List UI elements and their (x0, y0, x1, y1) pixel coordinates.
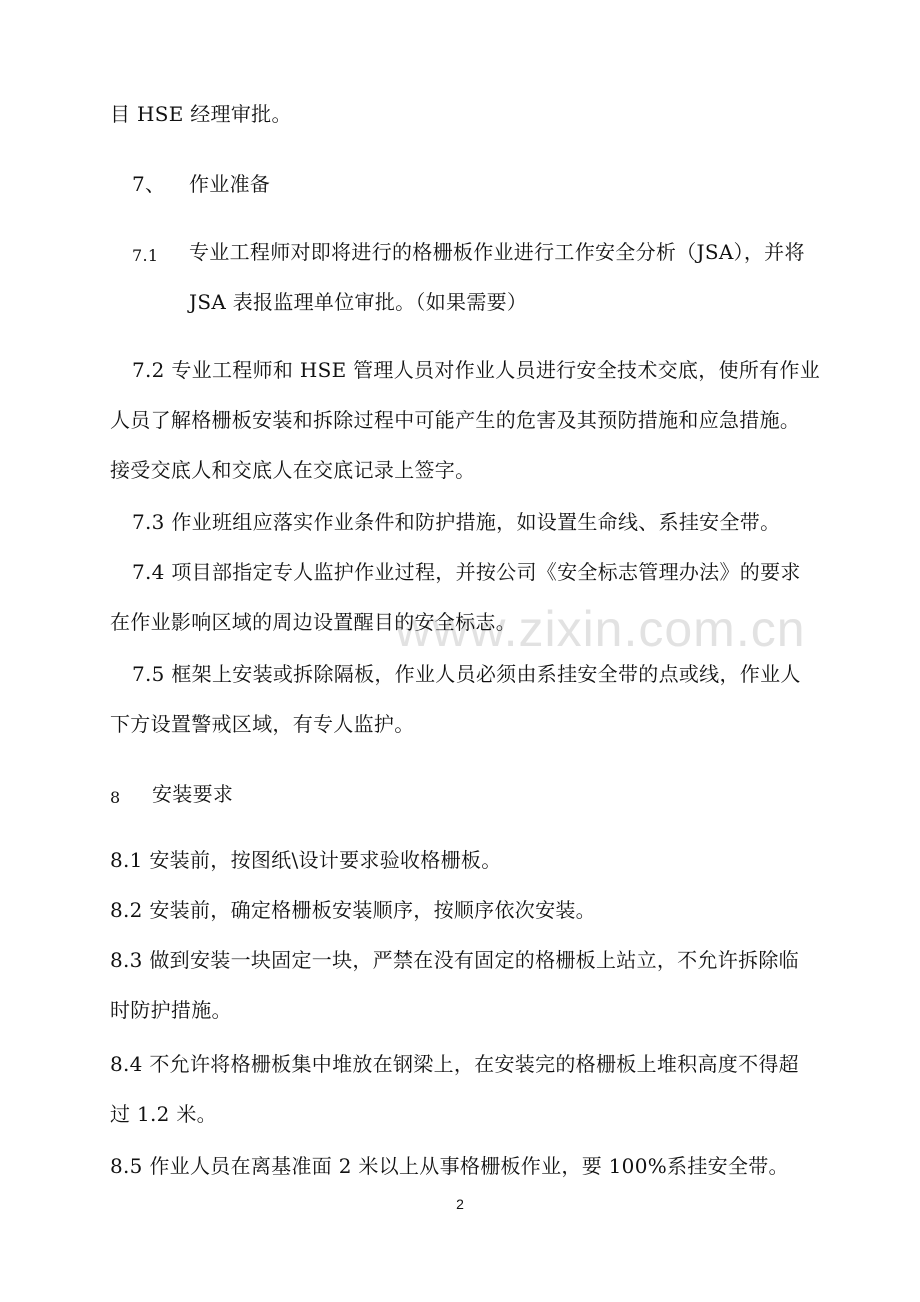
section-8-title: 安装要求 (152, 782, 234, 806)
text-line: 目 HSE 经理审批。 (110, 102, 292, 126)
page-number: 2 (456, 1196, 464, 1212)
item-7-3: 7.3 作业班组应落实作业条件和防护措施，如设置生命线、系挂安全带。 (132, 510, 781, 534)
item-7-1-number: 7.1 (132, 246, 159, 265)
item-8-5: 8.5 作业人员在离基准面 2 米以上从事格栅板作业，要 100%系挂安全带。 (110, 1154, 789, 1178)
section-7-title: 作业准备 (189, 172, 271, 196)
item-8-4-line-1: 8.4 不允许将格栅板集中堆放在钢梁上，在安装完的格栅板上堆积高度不得超 (110, 1052, 799, 1076)
item-8-1: 8.1 安装前，按图纸\设计要求验收格栅板。 (110, 848, 502, 872)
item-7-4-line-2: 在作业影响区域的周边设置醒目的安全标志。 (110, 610, 516, 634)
item-8-4-line-2: 过 1.2 米。 (110, 1102, 217, 1126)
item-7-1-line-2: JSA 表报监理单位审批。（如果需要） (189, 290, 528, 314)
item-8-3-line-1: 8.3 做到安装一块固定一块，严禁在没有固定的格栅板上站立，不允许拆除临 (110, 948, 799, 972)
item-7-5-line-1: 7.5 框架上安装或拆除隔板，作业人员必须由系挂安全带的点或线，作业人 (132, 662, 801, 686)
section-7-number: 7、 (132, 172, 166, 196)
item-7-2-line-1: 7.2 专业工程师和 HSE 管理人员对作业人员进行安全技术交底，使所有作业 (132, 358, 821, 382)
section-8-number: 8 (110, 788, 121, 807)
item-7-5-line-2: 下方设置警戒区域，有专人监护。 (110, 712, 415, 736)
item-8-3-line-2: 时防护措施。 (110, 998, 232, 1022)
item-7-1-line-1: 专业工程师对即将进行的格栅板作业进行工作安全分析（JSA），并将 (189, 240, 805, 264)
watermark-text: www.zixin.com.cn (395, 601, 806, 657)
item-7-2-line-2: 人员了解格栅板安装和拆除过程中可能产生的危害及其预防措施和应急措施。 (110, 408, 801, 432)
item-8-2: 8.2 安装前，确定格栅板安装顺序，按顺序依次安装。 (110, 898, 596, 922)
item-7-2-line-3: 接受交底人和交底人在交底记录上签字。 (110, 458, 476, 482)
item-7-4-line-1: 7.4 项目部指定专人监护作业过程，并按公司《安全标志管理办法》的要求 (132, 560, 801, 584)
